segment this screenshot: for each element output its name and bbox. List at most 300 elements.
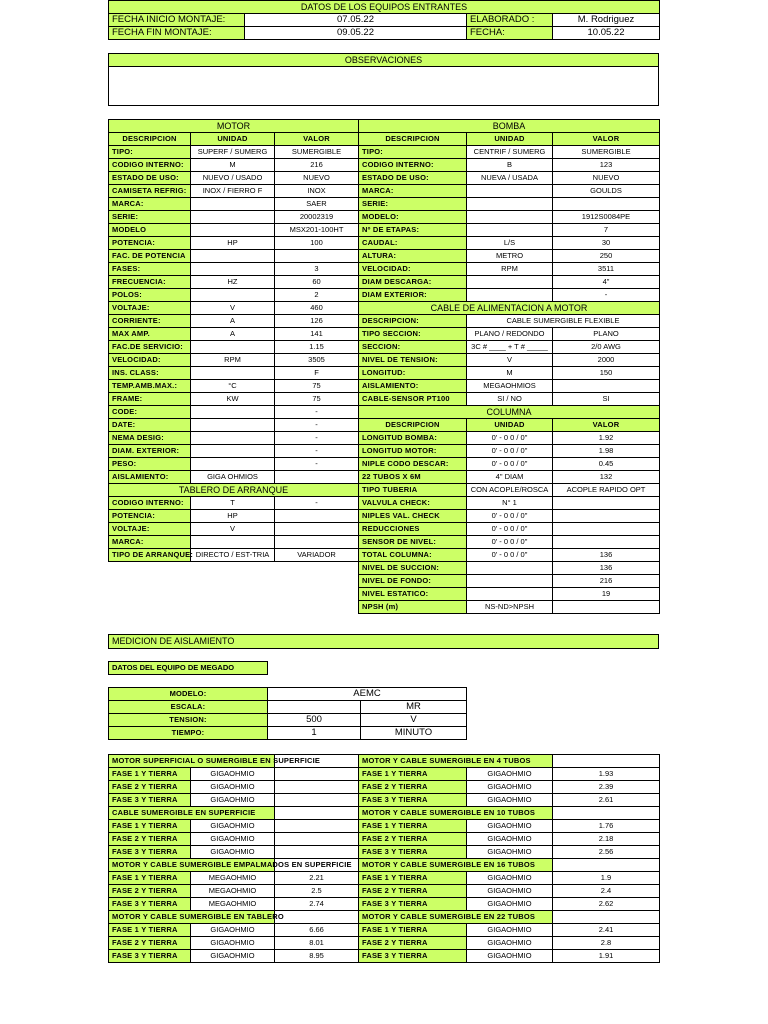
row-label: ESTADO DE USO:	[359, 172, 467, 185]
column-header: VALOR	[553, 133, 660, 146]
row-unit: CABLE SUMERGIBLE FLEXIBLE	[467, 315, 660, 328]
header-value: 07.05.22	[245, 14, 467, 27]
medicion-group-title-empty	[275, 807, 359, 820]
column-header: UNIDAD	[467, 419, 553, 432]
motor-row	[109, 380, 359, 393]
row-unit: MEGAOHMIO	[191, 898, 275, 911]
row-label: MARCA:	[109, 198, 191, 211]
row-value: 1.15	[275, 341, 359, 354]
row-value	[553, 380, 660, 393]
row-unit: 0' - 0 0 / 0"	[467, 432, 553, 445]
row-value: INOX	[275, 185, 359, 198]
medicion-row	[109, 781, 359, 794]
motor-row	[109, 341, 359, 354]
header-row	[109, 14, 660, 27]
medicion-row	[109, 898, 359, 911]
row-label: FASE 1 Y TIERRA	[359, 768, 467, 781]
motor-row	[109, 250, 359, 263]
medicion-group-title-row	[359, 755, 660, 768]
column-header: VALOR	[275, 133, 359, 146]
row-label: TIPO TUBERIA	[359, 484, 467, 497]
row-unit: SI / NO	[467, 393, 553, 406]
motor-row	[109, 302, 359, 315]
row-label: FASE 2 Y TIERRA	[109, 885, 191, 898]
row-unit	[191, 211, 275, 224]
row-unit	[191, 263, 275, 276]
motor-row	[109, 406, 359, 419]
tablero-row	[109, 536, 359, 549]
row-value: 4"	[553, 276, 660, 289]
row-unit	[467, 289, 553, 302]
row-value: 150	[553, 367, 660, 380]
row-value: 6.66	[275, 924, 359, 937]
row-unit: 0' - 0 0 / 0"	[467, 458, 553, 471]
row-unit	[191, 458, 275, 471]
row-label: FASE 3 Y TIERRA	[109, 846, 191, 859]
row-unit	[467, 276, 553, 289]
row-value	[553, 198, 660, 211]
medicion-group-title-empty	[553, 859, 660, 872]
row-unit: V	[467, 354, 553, 367]
equipo-row-escala	[109, 701, 467, 714]
row-label: MARCA:	[109, 536, 191, 549]
row-label: FASE 3 Y TIERRA	[109, 950, 191, 963]
row-value: 2/0 AWG	[553, 341, 660, 354]
row-label: CODIGO INTERNO:	[359, 159, 467, 172]
medicion-group-title-row	[109, 859, 359, 872]
row-value: 8.01	[275, 937, 359, 950]
column-header: UNIDAD	[467, 133, 553, 146]
motor-row	[109, 432, 359, 445]
row-label: ALTURA:	[359, 250, 467, 263]
row-value: 75	[275, 393, 359, 406]
row-value	[275, 536, 359, 549]
row-value: 250	[553, 250, 660, 263]
row-value: -	[275, 406, 359, 419]
row-value: -	[275, 458, 359, 471]
tablero-row	[109, 523, 359, 536]
equipo-empty	[268, 701, 361, 714]
row-label: INS. CLASS:	[109, 367, 191, 380]
row-unit: NUEVA / USADA	[467, 172, 553, 185]
medicion-group-title-empty	[553, 755, 660, 768]
row-value	[275, 768, 359, 781]
column-header: DESCRIPCION	[109, 133, 191, 146]
row-label: TIPO SECCION:	[359, 328, 467, 341]
columna-row	[359, 562, 660, 575]
row-label: FASE 2 Y TIERRA	[359, 781, 467, 794]
row-value: VARIADOR	[275, 549, 359, 562]
row-value: -	[275, 419, 359, 432]
row-value: 3	[275, 263, 359, 276]
motor-row	[109, 172, 359, 185]
bomba-title: BOMBA	[359, 120, 660, 133]
medicion-row	[359, 872, 660, 885]
bomba-row	[359, 224, 660, 237]
motor-row	[109, 263, 359, 276]
row-unit	[467, 562, 553, 575]
row-unit: METRO	[467, 250, 553, 263]
row-label: TOTAL COLUMNA:	[359, 549, 467, 562]
row-label: FASE 3 Y TIERRA	[109, 794, 191, 807]
medicion-row	[109, 846, 359, 859]
row-value: 2	[275, 289, 359, 302]
row-value: 216	[275, 159, 359, 172]
row-unit: KW	[191, 393, 275, 406]
row-value	[275, 510, 359, 523]
row-label: NIVEL DE TENSION:	[359, 354, 467, 367]
row-label: FASES:	[109, 263, 191, 276]
row-label: DATE:	[109, 419, 191, 432]
medicion-row	[359, 846, 660, 859]
row-unit: GIGAOHMIO	[191, 768, 275, 781]
row-value: 2.4	[553, 885, 660, 898]
cable-row	[359, 354, 660, 367]
row-value: 0.45	[553, 458, 660, 471]
header-label: FECHA INICIO MONTAJE:	[109, 14, 245, 27]
bomba-row	[359, 198, 660, 211]
row-label: DESCRIPCION:	[359, 315, 467, 328]
row-label: FASE 2 Y TIERRA	[359, 937, 467, 950]
row-label: LONGITUD MOTOR:	[359, 445, 467, 458]
medicion-row	[359, 898, 660, 911]
cable-row	[359, 393, 660, 406]
equipo-value: 1	[268, 727, 361, 740]
bomba-row	[359, 146, 660, 159]
cable-row	[359, 367, 660, 380]
row-value: 1.98	[553, 445, 660, 458]
row-label: TIPO:	[359, 146, 467, 159]
medicion-group-title: MOTOR Y CABLE SUMERGIBLE EN 10 TUBOS	[359, 807, 553, 820]
bomba-row	[359, 250, 660, 263]
medicion-row	[109, 794, 359, 807]
row-unit: NUEVO / USADO	[191, 172, 275, 185]
row-unit: 0' - 0 0 / 0"	[467, 536, 553, 549]
row-unit: GIGAOHMIO	[467, 937, 553, 950]
header-label: FECHA FIN MONTAJE:	[109, 27, 245, 40]
row-value	[553, 510, 660, 523]
cable-row	[359, 341, 660, 354]
equipo-label: MODELO:	[109, 688, 268, 701]
row-value: 7	[553, 224, 660, 237]
row-unit: 4" DIAM	[467, 471, 553, 484]
row-label: NIPLE CODO DESCAR:	[359, 458, 467, 471]
bomba-table	[358, 119, 660, 614]
row-unit: GIGAOHMIO	[467, 781, 553, 794]
row-unit: HP	[191, 510, 275, 523]
row-unit	[191, 224, 275, 237]
equipo-value: 500	[268, 714, 361, 727]
column-header: DESCRIPCION	[359, 133, 467, 146]
medicion-group-title: MOTOR Y CABLE SUMERGIBLE EN 4 TUBOS	[359, 755, 553, 768]
row-unit: B	[467, 159, 553, 172]
medicion-row	[109, 950, 359, 963]
row-value: SUMERGIBLE	[275, 146, 359, 159]
motor-row	[109, 159, 359, 172]
motor-row	[109, 367, 359, 380]
row-value	[275, 781, 359, 794]
tablero-row	[109, 510, 359, 523]
columna-row	[359, 601, 660, 614]
row-unit: 0' - 0 0 / 0"	[467, 523, 553, 536]
row-unit	[191, 419, 275, 432]
row-unit: INOX / FIERRO F	[191, 185, 275, 198]
tablero-row	[109, 497, 359, 510]
motor-row	[109, 354, 359, 367]
row-value	[275, 523, 359, 536]
row-label: NIVEL DE SUCCION:	[359, 562, 467, 575]
row-unit: CON ACOPLE/ROSCA	[467, 484, 553, 497]
tablero-row	[109, 549, 359, 562]
row-label: AISLAMIENTO:	[359, 380, 467, 393]
row-value: NUEVO	[275, 172, 359, 185]
column-header: DESCRIPCION	[359, 419, 467, 432]
cable-row	[359, 328, 660, 341]
header-title: DATOS DE LOS EQUIPOS ENTRANTES	[109, 1, 660, 14]
motor-row	[109, 458, 359, 471]
row-unit: MEGAOHMIO	[191, 885, 275, 898]
medicion-left-table	[108, 754, 359, 963]
row-value: 136	[553, 549, 660, 562]
motor-row	[109, 198, 359, 211]
row-label: FRECUENCIA:	[109, 276, 191, 289]
motor-row	[109, 471, 359, 484]
row-label: CABLE-SENSOR PT100	[359, 393, 467, 406]
medicion-group-title: MOTOR Y CABLE SUMERGIBLE EN TABLERO	[109, 911, 275, 924]
row-unit: GIGAOHMIO	[467, 846, 553, 859]
bomba-row	[359, 159, 660, 172]
row-value: -	[553, 289, 660, 302]
medicion-group-title: MOTOR Y CABLE SUMERGIBLE EN 22 TUBOS	[359, 911, 553, 924]
row-value: 123	[553, 159, 660, 172]
medicion-row	[109, 885, 359, 898]
row-value: SAER	[275, 198, 359, 211]
row-unit	[467, 185, 553, 198]
observaciones-text[interactable]	[109, 67, 659, 106]
row-label: FASE 1 Y TIERRA	[359, 924, 467, 937]
header-value: 09.05.22	[245, 27, 467, 40]
row-label: FASE 2 Y TIERRA	[359, 885, 467, 898]
columna-row	[359, 510, 660, 523]
row-value: 30	[553, 237, 660, 250]
row-unit: NS-ND>NPSH	[467, 601, 553, 614]
medicion-group-title: CABLE SUMERGIBLE EN SUPERFICIE	[109, 807, 275, 820]
row-unit: GIGAOHMIO	[191, 820, 275, 833]
columna-title-row	[359, 406, 660, 419]
row-value: 2.74	[275, 898, 359, 911]
row-value: 3505	[275, 354, 359, 367]
row-label: FAC. DE POTENCIA	[109, 250, 191, 263]
row-value: 2.61	[553, 794, 660, 807]
motor-column-headers	[109, 133, 359, 146]
row-unit: RPM	[467, 263, 553, 276]
medicion-row	[109, 820, 359, 833]
row-label: FASE 2 Y TIERRA	[109, 833, 191, 846]
tablero-title-row	[109, 484, 359, 497]
row-value: GOULDS	[553, 185, 660, 198]
row-value: 3511	[553, 263, 660, 276]
medicion-row	[359, 937, 660, 950]
row-value: 2.8	[553, 937, 660, 950]
row-unit: GIGA OHMIOS	[191, 471, 275, 484]
bomba-row	[359, 237, 660, 250]
bomba-row	[359, 172, 660, 185]
columna-row	[359, 432, 660, 445]
row-unit: MEGAOHMIOS	[467, 380, 553, 393]
row-unit	[467, 211, 553, 224]
motor-row	[109, 445, 359, 458]
medicion-group-title: MOTOR Y CABLE SUMERGIBLE EN 16 TUBOS	[359, 859, 553, 872]
row-label: FASE 3 Y TIERRA	[359, 950, 467, 963]
bomba-row	[359, 263, 660, 276]
equipo-value: MR	[361, 701, 467, 714]
row-value: -	[275, 445, 359, 458]
row-label: FASE 1 Y TIERRA	[359, 872, 467, 885]
row-unit: GIGAOHMIO	[191, 950, 275, 963]
row-value: 2.56	[553, 846, 660, 859]
row-label: DIAM DESCARGA:	[359, 276, 467, 289]
row-label: VOLTAJE:	[109, 302, 191, 315]
row-label: FASE 3 Y TIERRA	[359, 794, 467, 807]
row-unit: RPM	[191, 354, 275, 367]
row-value: 2.21	[275, 872, 359, 885]
equipo-megado-table	[108, 687, 467, 740]
row-label: NEMA DESIG:	[109, 432, 191, 445]
row-label: NPSH (m)	[359, 601, 467, 614]
row-label: FAC.DE SERVICIO:	[109, 341, 191, 354]
row-value: F	[275, 367, 359, 380]
row-unit	[191, 367, 275, 380]
row-unit: GIGAOHMIO	[467, 924, 553, 937]
row-value	[275, 794, 359, 807]
row-label: SERIE:	[359, 198, 467, 211]
motor-title-row	[109, 120, 359, 133]
row-unit: HP	[191, 237, 275, 250]
header-table	[108, 0, 660, 40]
row-value: 100	[275, 237, 359, 250]
row-value: 216	[553, 575, 660, 588]
motor-row	[109, 185, 359, 198]
row-unit: 0' - 0 0 / 0"	[467, 510, 553, 523]
row-value	[553, 497, 660, 510]
row-value: 1912S0084PE	[553, 211, 660, 224]
row-label: TIPO DE ARRANQUE:	[109, 549, 191, 562]
row-unit: GIGAOHMIO	[191, 846, 275, 859]
row-label: CODIGO INTERNO:	[109, 497, 191, 510]
row-label: CAUDAL:	[359, 237, 467, 250]
row-unit: GIGAOHMIO	[191, 833, 275, 846]
columna-column-headers	[359, 419, 660, 432]
row-value: 2.62	[553, 898, 660, 911]
row-value: 8.95	[275, 950, 359, 963]
row-value: 2.41	[553, 924, 660, 937]
row-unit: GIGAOHMIO	[467, 885, 553, 898]
row-unit	[191, 198, 275, 211]
row-label: FASE 1 Y TIERRA	[359, 820, 467, 833]
equipo-label: TENSION:	[109, 714, 268, 727]
row-value: 20002319	[275, 211, 359, 224]
row-label: FASE 1 Y TIERRA	[109, 768, 191, 781]
row-unit: V	[191, 523, 275, 536]
bomba-row	[359, 289, 660, 302]
bomba-row	[359, 211, 660, 224]
row-value: 141	[275, 328, 359, 341]
medicion-group-title: MOTOR Y CABLE SUMERGIBLE EMPALMADOS EN SUPERFICIE	[109, 859, 275, 872]
medicion-row	[359, 833, 660, 846]
row-label: CODIGO INTERNO:	[109, 159, 191, 172]
equipo-label: TIEMPO:	[109, 727, 268, 740]
row-unit: A	[191, 328, 275, 341]
medicion-group-title-row	[359, 911, 660, 924]
row-unit: GIGAOHMIO	[467, 768, 553, 781]
columna-row	[359, 588, 660, 601]
observaciones-title: OBSERVACIONES	[109, 54, 659, 67]
row-label: FASE 2 Y TIERRA	[109, 781, 191, 794]
row-value: 1.9	[553, 872, 660, 885]
bomba-row	[359, 276, 660, 289]
row-value: 60	[275, 276, 359, 289]
header-label: FECHA:	[467, 27, 553, 40]
motor-title: MOTOR	[109, 120, 359, 133]
bomba-column-headers	[359, 133, 660, 146]
row-value: 1.91	[553, 950, 660, 963]
row-unit	[467, 198, 553, 211]
row-label: VELOCIDAD:	[359, 263, 467, 276]
row-value: 19	[553, 588, 660, 601]
row-unit: GIGAOHMIO	[467, 833, 553, 846]
row-value: 132	[553, 471, 660, 484]
motor-row	[109, 328, 359, 341]
row-label: LONGITUD:	[359, 367, 467, 380]
row-label: Nº DE ETAPAS:	[359, 224, 467, 237]
row-label: VELOCIDAD:	[109, 354, 191, 367]
row-unit: GIGAOHMIO	[467, 820, 553, 833]
row-unit	[191, 341, 275, 354]
row-label: POTENCIA:	[109, 237, 191, 250]
row-value: 1.76	[553, 820, 660, 833]
medicion-row	[109, 924, 359, 937]
row-value: 136	[553, 562, 660, 575]
row-label: MARCA:	[359, 185, 467, 198]
row-unit: SUPERF / SUMERG	[191, 146, 275, 159]
row-unit	[191, 406, 275, 419]
row-unit	[467, 575, 553, 588]
motor-table	[108, 119, 359, 562]
medicion-group-title: MOTOR SUPERFICIAL O SUMERGIBLE EN SUPERFICIE	[109, 755, 275, 768]
header-row	[109, 27, 660, 40]
row-value	[275, 250, 359, 263]
row-value: 1.92	[553, 432, 660, 445]
medicion-row	[359, 885, 660, 898]
row-value: 1.93	[553, 768, 660, 781]
row-unit	[191, 289, 275, 302]
medicion-title: MEDICION DE AISLAMIENTO	[108, 634, 659, 649]
medicion-row	[359, 794, 660, 807]
row-value: MSX201-100HT	[275, 224, 359, 237]
row-unit: GIGAOHMIO	[191, 937, 275, 950]
row-label: NIVEL DE FONDO:	[359, 575, 467, 588]
row-unit: GIGAOHMIO	[191, 794, 275, 807]
row-value: -	[275, 432, 359, 445]
cable-title-row	[359, 302, 660, 315]
column-header: UNIDAD	[191, 133, 275, 146]
row-label: FASE 3 Y TIERRA	[359, 846, 467, 859]
row-value	[275, 471, 359, 484]
row-label: ESTADO DE USO:	[109, 172, 191, 185]
row-unit: V	[191, 302, 275, 315]
equipo-label: ESCALA:	[109, 701, 268, 714]
medicion-row	[359, 950, 660, 963]
